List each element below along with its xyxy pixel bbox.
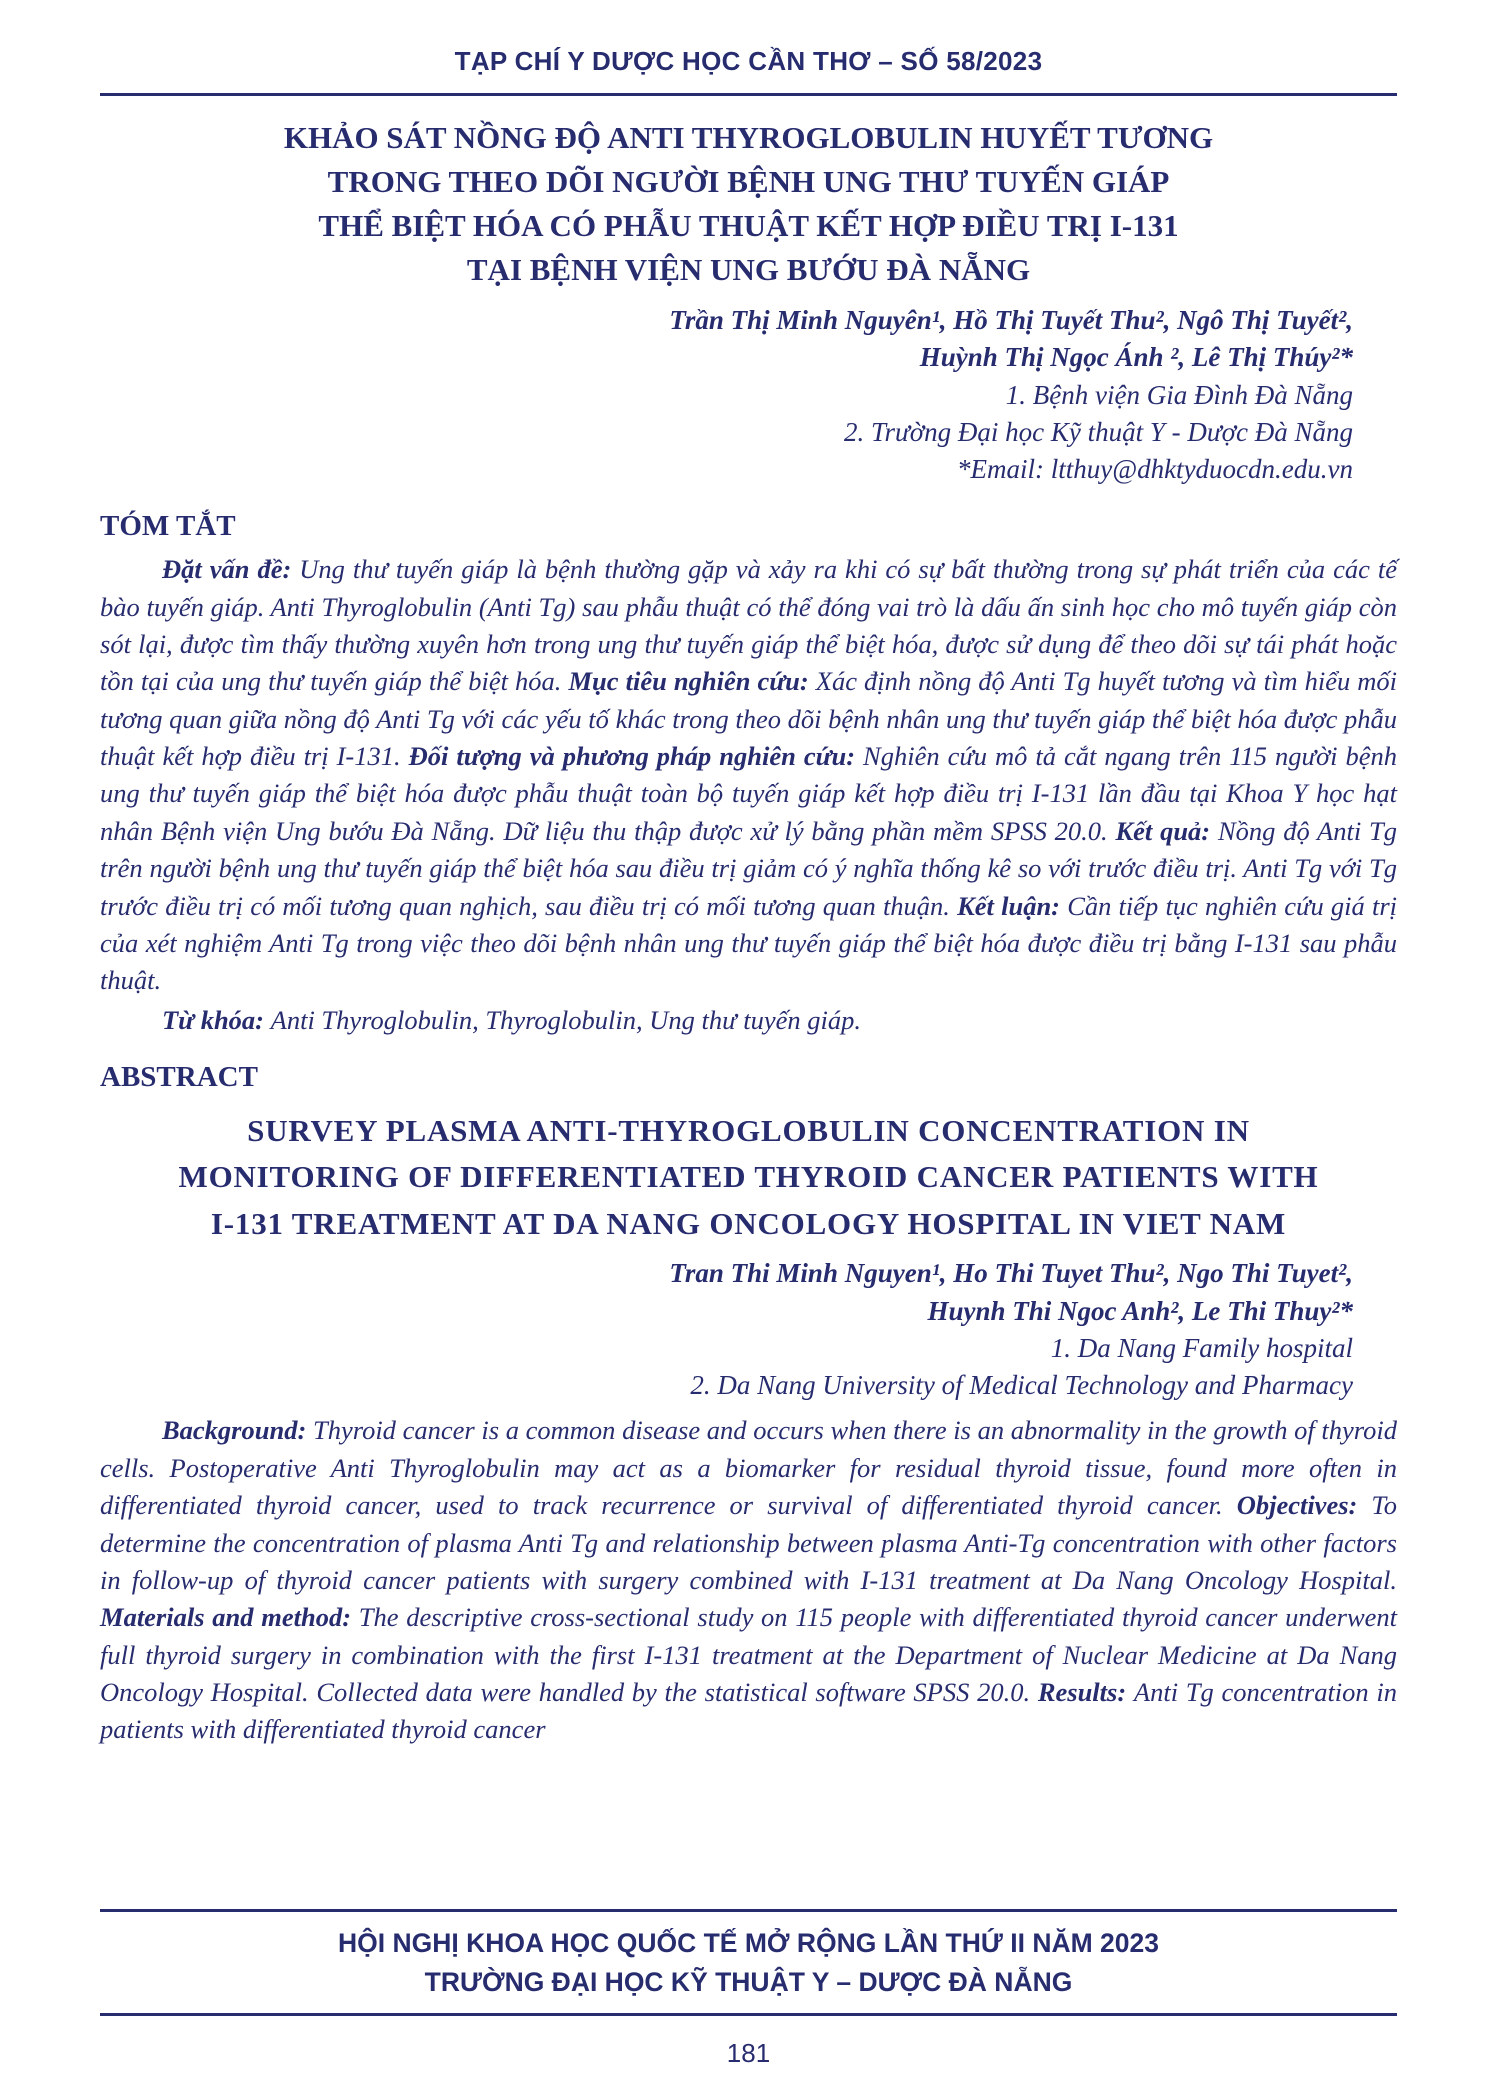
paper-title-vi-line-4: TẠI BỆNH VIỆN UNG BƯỚU ĐÀ NẴNG — [466, 252, 1031, 288]
affiliation-en-1: 1. Da Nang Family hospital — [1050, 1332, 1353, 1363]
keywords-text: Anti Thyroglobulin, Thyroglobulin, Ung thư tuyến giáp. — [270, 1004, 861, 1035]
section-heading-tom-tat: TÓM TẮT — [100, 510, 236, 543]
corresponding-email: *Email: ltthuy@dhktyduocdn.edu.vn — [957, 454, 1353, 485]
affiliation-vi-2: 2. Trường Đại học Kỹ thuật Y - Dược Đà Nẵng — [843, 416, 1353, 447]
byline-en — [100, 1255, 1397, 1404]
abstract-en-paragraph: Background: Thyroid cancer is a common disease and occurs when there is an abnormality in the growth of thyroid cells. Postoperative Anti Thyroglobulin may act as a biomarker for residual thyroid tissue, found more often in differentiated thyroid cancer, used to track recurrence or survival of differentiated thyroid cancer. Objectives: To determine the concentration of plasma Anti Tg and relationship between plasma Anti-Tg concentration with other factors in follow-up of thyroid cancer patients with surgery combined with I-131 treatment at Da Nang Oncology Hospital. Materials and method: The descriptive cross-sectional study on 115 people with differentiated thyroid cancer underwent full thyroid surgery in combination with the first I-131 treatment at the Department of Nuclear Medicine at Da Nang Oncology Hospital. Collected data were handled by the statistical software SPSS 20.0. Results: Anti Tg concentration in patients with differentiated thyroid cancer — [100, 1415, 1397, 1745]
footer-conference-line: HỘI NGHỊ KHOA HỌC QUỐC TẾ MỞ RỘNG LẦN THỨ II NĂM 2023 — [338, 1928, 1159, 1959]
page-footer — [100, 1909, 1397, 2087]
paper-title-vi-line-2: TRONG THEO DÕI NGƯỜI BỆNH UNG THƯ TUYẾN GIÁP — [327, 164, 1170, 200]
affiliation-vi-1: 1. Bệnh viện Gia Đình Đà Nẵng — [1005, 379, 1353, 410]
authors-vi-line-2: Huỳnh Thị Ngọc Ánh ², Lê Thị Thúy²* — [919, 342, 1353, 373]
authors-vi-line-1: Trần Thị Minh Nguyên¹, Hồ Thị Tuyết Thu², Ngô Thị Tuyết², — [669, 305, 1353, 336]
section-heading-abstract: ABSTRACT — [100, 1060, 258, 1093]
paper-title-vi-line-3: THỂ BIỆT HÓA CÓ PHẪU THUẬT KẾT HỢP ĐIỀU TRỊ I-131 — [318, 208, 1179, 244]
authors-en-line-1: Tran Thi Minh Nguyen¹, Ho Thi Tuyet Thu², Ngo Thi Tuyet², — [669, 1258, 1353, 1289]
paper-title-vi-line-1: KHẢO SÁT NỒNG ĐỘ ANTI THYROGLOBULIN HUYẾT TƯƠNG — [283, 120, 1214, 155]
paper-title-en: SURVEY PLASMA ANTI-THYROGLOBULIN CONCENTRATION IN MONITORING OF DIFFERENTIATED THYROID CANCER PATIENTS WITH I-131 TREATMENT AT DA NANG ONCOLOGY HOSPITAL IN VIET NAM — [178, 1112, 1319, 1241]
page-number: 181 — [726, 2038, 771, 2068]
byline-vi — [100, 302, 1397, 488]
journal-header-title: TẠP CHÍ Y DƯỢC HỌC CẦN THƠ – SỐ 58/2023 — [454, 46, 1043, 76]
abstract-vi-paragraph: Đặt vấn đề: Ung thư tuyến giáp là bệnh thường gặp và xảy ra khi có sự bất thường trong sự phát triển của các tế bào tuyến giáp. Anti Thyroglobulin (Anti Tg) sau phẫu thuật có thể đóng vai trò là dấu ấn sinh học cho mô tuyến giáp còn sót lại, được tìm thấy thường xuyên hơn trong ung thư tuyến giáp thể biệt hóa, được sử dụng để theo dõi sự tái phát hoặc tồn tại của ung thư tuyến giáp thể biệt hóa. Mục tiêu nghiên cứu: Xác định nồng độ Anti Tg huyết tương và tìm hiểu mối tương quan giữa nồng độ Anti Tg với các yếu tố khác trong theo dõi bệnh nhân ung thư tuyến giáp thể biệt hóa được phẫu thuật kết hợp điều trị I-131. Đối tượng và phương pháp nghiên cứu: Nghiên cứu mô tả cắt ngang trên 115 người bệnh ung thư tuyến giáp thể biệt hóa được phẫu thuật toàn bộ tuyến giáp kết hợp điều trị I-131 lần đầu tại Khoa Y học hạt nhân Bệnh viện Ung bướu Đà Nẵng. Dữ liệu thu thập được xử lý bằng phần mềm SPSS 20.0. Kết quả: Nồng độ Anti Tg trên người bệnh ung thư tuyến giáp thể biệt hóa sau điều trị giảm có ý nghĩa thống kê so với trước điều trị. Anti Tg với Tg trước điều trị có mối tương quan nghịch, sau điều trị có mối tương quan thuận. Kết luận: Cần tiếp tục nghiên cứu giá trị của xét nghiệm Anti Tg trong việc theo dõi bệnh nhân ung thư tuyến giáp thể biệt hóa được điều trị bằng I-131 sau phẫu thuật. — [100, 554, 1398, 996]
footer-text-block — [100, 1912, 1397, 2013]
keywords-line — [100, 1002, 1397, 1039]
paper-title-vi — [100, 116, 1397, 292]
footer-university-line: TRƯỜNG ĐẠI HỌC KỸ THUẬT Y – DƯỢC ĐÀ NẴNG — [424, 1966, 1073, 1997]
keywords-label: Từ khóa: — [162, 1004, 271, 1035]
authors-en-line-2: Huynh Thi Ngoc Anh², Le Thi Thuy²* — [927, 1295, 1353, 1326]
header-divider — [100, 93, 1397, 96]
affiliation-en-2: 2. Da Nang University of Medical Technology and Pharmacy — [690, 1370, 1353, 1401]
